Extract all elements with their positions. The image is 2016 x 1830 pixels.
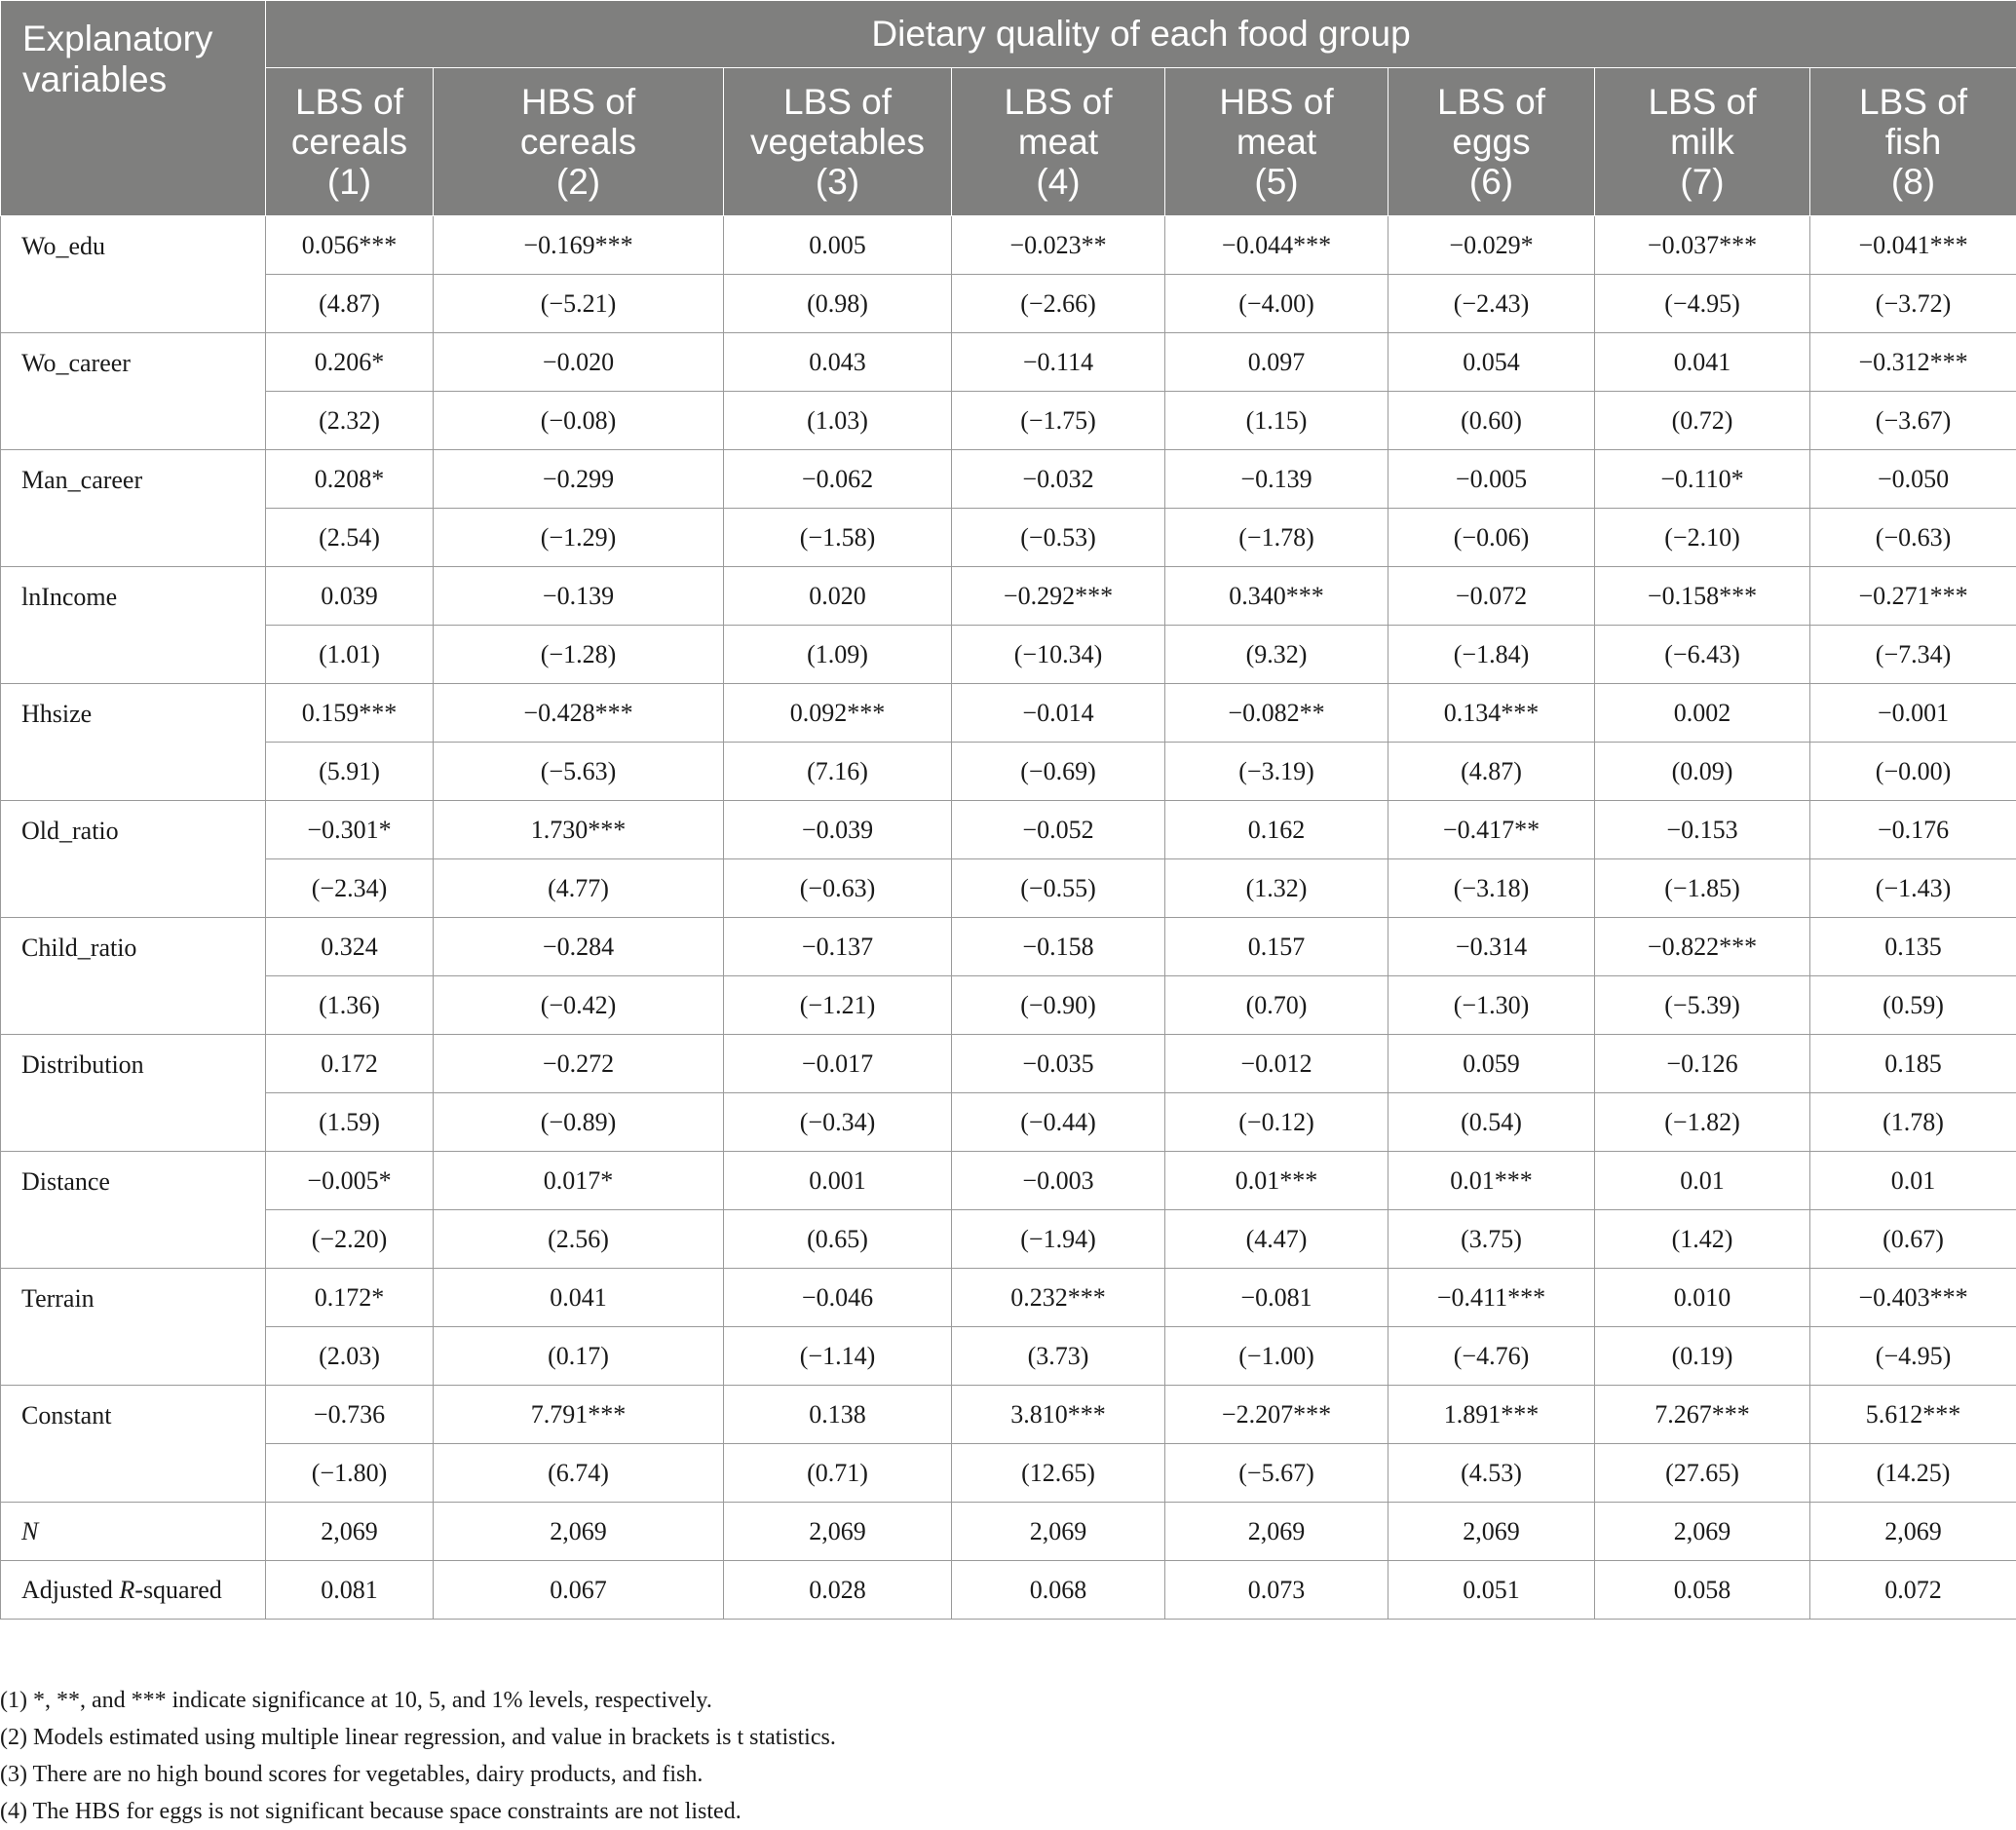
stats-cell: 0.067 [434, 1561, 724, 1620]
t-statistic-cell: (4.87) [266, 275, 434, 333]
t-statistic-cell: (−0.00) [1810, 743, 2016, 801]
t-statistic-cell: (−2.43) [1388, 275, 1595, 333]
model-header-line1: HBS of [434, 82, 723, 122]
t-statistic-cell: (1.32) [1165, 859, 1388, 918]
model-header-num: (7) [1595, 162, 1809, 202]
t-statistic-cell: (9.32) [1165, 626, 1388, 684]
t-statistic-row [1, 743, 2016, 801]
stats-cell: 2,069 [1388, 1503, 1595, 1561]
t-statistic-cell: (−1.58) [724, 509, 952, 567]
stats-cell: 2,069 [1810, 1503, 2016, 1561]
t-statistic-cell: (−1.75) [952, 392, 1165, 450]
coefficient-cell: 0.01*** [1388, 1152, 1595, 1210]
explanatory-variables-header: Explanatory variables [1, 1, 266, 216]
model-header-line2: fish [1810, 122, 2016, 162]
model-header [1165, 68, 1388, 216]
variable-name: Wo_edu [1, 216, 266, 333]
coefficient-cell: −0.005 [1388, 450, 1595, 509]
stats-cell: 0.068 [952, 1561, 1165, 1620]
variable-name: Hhsize [1, 684, 266, 801]
t-statistic-cell: (0.60) [1388, 392, 1595, 450]
stats-row [1, 1503, 2016, 1561]
model-header-line2: eggs [1388, 122, 1594, 162]
t-statistic-cell: (0.67) [1810, 1210, 2016, 1269]
footnote: (1) *, **, and *** indicate significance at 10, 5, and 1% levels, respectively. [0, 1682, 836, 1719]
t-statistic-cell: (1.15) [1165, 392, 1388, 450]
coefficient-cell: 0.206* [266, 333, 434, 392]
model-header [434, 68, 724, 216]
coefficient-cell: 3.810*** [952, 1386, 1165, 1444]
coefficient-cell: −0.020 [434, 333, 724, 392]
coefficient-cell: 0.092*** [724, 684, 952, 743]
t-statistic-cell: (1.09) [724, 626, 952, 684]
variable-name: Man_career [1, 450, 266, 567]
t-statistic-cell: (−5.21) [434, 275, 724, 333]
coefficient-cell: 0.001 [724, 1152, 952, 1210]
t-statistic-cell: (2.03) [266, 1327, 434, 1386]
t-statistic-cell: (1.03) [724, 392, 952, 450]
footnote: (4) The HBS for eggs is not significant because space constraints are not listed. [0, 1793, 836, 1830]
variable-name: Distribution [1, 1035, 266, 1152]
coefficient-row [1, 1152, 2016, 1210]
t-statistic-cell: (−1.80) [266, 1444, 434, 1503]
t-statistic-cell: (0.71) [724, 1444, 952, 1503]
coefficient-cell: 1.730*** [434, 801, 724, 859]
t-statistic-cell: (0.09) [1595, 743, 1810, 801]
model-header-line1: LBS of [266, 82, 433, 122]
coefficient-cell: 0.185 [1810, 1035, 2016, 1093]
coefficient-cell: 0.157 [1165, 918, 1388, 976]
coefficient-cell: −0.169*** [434, 216, 724, 275]
t-statistic-cell: (0.70) [1165, 976, 1388, 1035]
model-header-line2: cereals [266, 122, 433, 162]
t-statistic-cell: (4.47) [1165, 1210, 1388, 1269]
coefficient-row [1, 684, 2016, 743]
stats-cell: 0.028 [724, 1561, 952, 1620]
t-statistic-cell: (0.72) [1595, 392, 1810, 450]
coefficient-cell: −0.041*** [1810, 216, 2016, 275]
coefficient-row [1, 1035, 2016, 1093]
coefficient-cell: 0.159*** [266, 684, 434, 743]
coefficient-row [1, 567, 2016, 626]
stats-cell: 0.073 [1165, 1561, 1388, 1620]
coefficient-cell: 0.340*** [1165, 567, 1388, 626]
t-statistic-cell: (5.91) [266, 743, 434, 801]
t-statistic-cell: (−4.95) [1595, 275, 1810, 333]
t-statistic-cell: (0.98) [724, 275, 952, 333]
t-statistic-cell: (−2.66) [952, 275, 1165, 333]
model-header-num: (3) [724, 162, 951, 202]
t-statistic-cell: (−3.67) [1810, 392, 2016, 450]
model-header [1810, 68, 2016, 216]
t-statistic-cell: (−5.67) [1165, 1444, 1388, 1503]
t-statistic-cell: (−10.34) [952, 626, 1165, 684]
coefficient-cell: −0.176 [1810, 801, 2016, 859]
model-header-line2: meat [952, 122, 1164, 162]
t-statistic-cell: (2.56) [434, 1210, 724, 1269]
t-statistic-cell: (14.25) [1810, 1444, 2016, 1503]
variable-name: Old_ratio [1, 801, 266, 918]
t-statistic-cell: (−5.63) [434, 743, 724, 801]
stats-label-text: N [21, 1517, 38, 1545]
coefficient-cell: −0.012 [1165, 1035, 1388, 1093]
t-statistic-cell: (−0.34) [724, 1093, 952, 1152]
variable-name: Constant [1, 1386, 266, 1503]
stats-cell: 2,069 [724, 1503, 952, 1561]
coefficient-cell: 0.059 [1388, 1035, 1595, 1093]
t-statistic-cell: (−0.12) [1165, 1093, 1388, 1152]
coefficient-cell: −0.272 [434, 1035, 724, 1093]
coefficient-cell: −0.417** [1388, 801, 1595, 859]
model-header [724, 68, 952, 216]
coefficient-cell: −0.081 [1165, 1269, 1388, 1327]
t-statistic-cell: (0.59) [1810, 976, 2016, 1035]
t-statistic-cell: (−3.18) [1388, 859, 1595, 918]
coefficient-cell: 0.010 [1595, 1269, 1810, 1327]
coefficient-cell: −0.403*** [1810, 1269, 2016, 1327]
t-statistic-cell: (−0.06) [1388, 509, 1595, 567]
model-header-line2: meat [1165, 122, 1388, 162]
coefficient-cell: −0.114 [952, 333, 1165, 392]
t-statistic-cell: (−3.72) [1810, 275, 2016, 333]
coefficient-cell: 0.01*** [1165, 1152, 1388, 1210]
coefficient-cell: −0.062 [724, 450, 952, 509]
coefficient-cell: −0.284 [434, 918, 724, 976]
coefficient-cell: −2.207*** [1165, 1386, 1388, 1444]
coefficient-cell: −0.736 [266, 1386, 434, 1444]
coefficient-cell: −0.014 [952, 684, 1165, 743]
coefficient-cell: −0.139 [1165, 450, 1388, 509]
coefficient-cell: −0.301* [266, 801, 434, 859]
t-statistic-cell: (2.54) [266, 509, 434, 567]
t-statistic-cell: (−5.39) [1595, 976, 1810, 1035]
t-statistic-cell: (0.19) [1595, 1327, 1810, 1386]
model-header-num: (1) [266, 162, 433, 202]
coefficient-cell: −0.126 [1595, 1035, 1810, 1093]
coefficient-cell: 0.043 [724, 333, 952, 392]
t-statistic-cell: (−4.95) [1810, 1327, 2016, 1386]
t-statistic-cell: (1.01) [266, 626, 434, 684]
coefficient-cell: −0.158 [952, 918, 1165, 976]
t-statistic-row [1, 859, 2016, 918]
t-statistic-row [1, 1327, 2016, 1386]
coefficient-row [1, 216, 2016, 275]
variable-name: Child_ratio [1, 918, 266, 1035]
coefficient-cell: 0.097 [1165, 333, 1388, 392]
stats-label [1, 1503, 266, 1561]
t-statistic-cell: (−0.42) [434, 976, 724, 1035]
model-header-line1: HBS of [1165, 82, 1388, 122]
coefficient-cell: −0.312*** [1810, 333, 2016, 392]
variable-name: Terrain [1, 1269, 266, 1386]
footnote: (2) Models estimated using multiple linear regression, and value in brackets is t statistics. [0, 1719, 836, 1756]
t-statistic-cell: (1.59) [266, 1093, 434, 1152]
coefficient-cell: 0.01 [1595, 1152, 1810, 1210]
coefficient-cell: −0.050 [1810, 450, 2016, 509]
coefficient-cell: −0.153 [1595, 801, 1810, 859]
t-statistic-cell: (−1.78) [1165, 509, 1388, 567]
t-statistic-cell: (−2.20) [266, 1210, 434, 1269]
coefficient-row [1, 801, 2016, 859]
stats-cell: 2,069 [952, 1503, 1165, 1561]
coefficient-cell: 0.039 [266, 567, 434, 626]
coefficient-cell: 0.054 [1388, 333, 1595, 392]
coefficient-cell: 7.791*** [434, 1386, 724, 1444]
model-header-line1: LBS of [724, 82, 951, 122]
coefficient-row [1, 918, 2016, 976]
coefficient-cell: −0.314 [1388, 918, 1595, 976]
stats-cell: 2,069 [434, 1503, 724, 1561]
model-header-num: (5) [1165, 162, 1388, 202]
model-header-line1: LBS of [1595, 82, 1809, 122]
t-statistic-cell: (12.65) [952, 1444, 1165, 1503]
t-statistic-cell: (2.32) [266, 392, 434, 450]
t-statistic-cell: (−2.10) [1595, 509, 1810, 567]
coefficient-cell: 0.005 [724, 216, 952, 275]
t-statistic-cell: (1.36) [266, 976, 434, 1035]
model-header-line2: vegetables [724, 122, 951, 162]
coefficient-cell: 0.002 [1595, 684, 1810, 743]
t-statistic-cell: (1.78) [1810, 1093, 2016, 1152]
food-group-header: Dietary quality of each food group [266, 1, 2016, 68]
t-statistic-cell: (−1.30) [1388, 976, 1595, 1035]
t-statistic-cell: (−1.29) [434, 509, 724, 567]
coefficient-cell: −0.029* [1388, 216, 1595, 275]
t-statistic-cell: (6.74) [434, 1444, 724, 1503]
stats-row [1, 1561, 2016, 1620]
t-statistic-cell: (−4.76) [1388, 1327, 1595, 1386]
coefficient-cell: −0.023** [952, 216, 1165, 275]
t-statistic-row [1, 976, 2016, 1035]
t-statistic-cell: (−0.08) [434, 392, 724, 450]
coefficient-cell: −0.039 [724, 801, 952, 859]
stats-label-italic: R [119, 1576, 134, 1604]
coefficient-cell: −0.139 [434, 567, 724, 626]
t-statistic-cell: (−1.21) [724, 976, 952, 1035]
model-header-num: (2) [434, 162, 723, 202]
t-statistic-row [1, 509, 2016, 567]
t-statistic-cell: (−4.00) [1165, 275, 1388, 333]
coefficient-cell: −0.822*** [1595, 918, 1810, 976]
coefficient-cell: −0.158*** [1595, 567, 1810, 626]
model-header [1388, 68, 1595, 216]
model-header-line1: LBS of [1810, 82, 2016, 122]
footnote: (3) There are no high bound scores for vegetables, dairy products, and fish. [0, 1756, 836, 1793]
t-statistic-cell: (0.54) [1388, 1093, 1595, 1152]
stats-cell: 0.081 [266, 1561, 434, 1620]
footnotes [0, 1682, 836, 1830]
t-statistic-cell: (4.77) [434, 859, 724, 918]
coefficient-cell: 0.041 [434, 1269, 724, 1327]
t-statistic-cell: (−1.43) [1810, 859, 2016, 918]
stats-label [1, 1561, 266, 1620]
coefficient-row [1, 333, 2016, 392]
variable-name: lnIncome [1, 567, 266, 684]
stats-cell: 2,069 [266, 1503, 434, 1561]
model-header-num: (8) [1810, 162, 2016, 202]
t-statistic-cell: (4.87) [1388, 743, 1595, 801]
t-statistic-row [1, 392, 2016, 450]
variable-name: Distance [1, 1152, 266, 1269]
model-header-line2: milk [1595, 122, 1809, 162]
coefficient-cell: 0.135 [1810, 918, 2016, 976]
model-header [1595, 68, 1810, 216]
coefficient-cell: −0.035 [952, 1035, 1165, 1093]
model-header [266, 68, 434, 216]
coefficient-cell: 0.232*** [952, 1269, 1165, 1327]
coefficient-cell: −0.271*** [1810, 567, 2016, 626]
t-statistic-cell: (−0.69) [952, 743, 1165, 801]
coefficient-cell: −0.299 [434, 450, 724, 509]
t-statistic-cell: (−0.44) [952, 1093, 1165, 1152]
coefficient-cell: −0.017 [724, 1035, 952, 1093]
t-statistic-cell: (3.75) [1388, 1210, 1595, 1269]
t-statistic-row [1, 1444, 2016, 1503]
t-statistic-cell: (−2.34) [266, 859, 434, 918]
t-statistic-cell: (4.53) [1388, 1444, 1595, 1503]
coefficient-cell: 0.056*** [266, 216, 434, 275]
coefficient-cell: 0.162 [1165, 801, 1388, 859]
t-statistic-cell: (0.17) [434, 1327, 724, 1386]
coefficient-cell: −0.003 [952, 1152, 1165, 1210]
stats-cell: 0.051 [1388, 1561, 1595, 1620]
stats-cell: 2,069 [1165, 1503, 1388, 1561]
t-statistic-cell: (7.16) [724, 743, 952, 801]
model-header-line1: LBS of [1388, 82, 1594, 122]
t-statistic-cell: (1.42) [1595, 1210, 1810, 1269]
model-header-line2: cereals [434, 122, 723, 162]
coefficient-cell: 5.612*** [1810, 1386, 2016, 1444]
t-statistic-row [1, 275, 2016, 333]
coefficient-cell: −0.037*** [1595, 216, 1810, 275]
coefficient-cell: −0.001 [1810, 684, 2016, 743]
coefficient-row [1, 1386, 2016, 1444]
coefficient-cell: −0.082** [1165, 684, 1388, 743]
t-statistic-row [1, 626, 2016, 684]
coefficient-cell: 0.172* [266, 1269, 434, 1327]
stats-label-prefix: Adjusted [21, 1576, 119, 1604]
coefficient-cell: 0.208* [266, 450, 434, 509]
coefficient-cell: 7.267*** [1595, 1386, 1810, 1444]
coefficient-cell: 0.01 [1810, 1152, 2016, 1210]
t-statistic-cell: (−1.00) [1165, 1327, 1388, 1386]
coefficient-cell: −0.052 [952, 801, 1165, 859]
coefficient-cell: −0.044*** [1165, 216, 1388, 275]
coefficient-cell: −0.137 [724, 918, 952, 976]
t-statistic-cell: (−0.90) [952, 976, 1165, 1035]
coefficient-cell: −0.046 [724, 1269, 952, 1327]
stats-cell: 0.072 [1810, 1561, 2016, 1620]
stats-cell: 0.058 [1595, 1561, 1810, 1620]
model-header-num: (4) [952, 162, 1164, 202]
coefficient-cell: −0.005* [266, 1152, 434, 1210]
t-statistic-cell: (−1.28) [434, 626, 724, 684]
coefficient-cell: 0.324 [266, 918, 434, 976]
coefficient-cell: 1.891*** [1388, 1386, 1595, 1444]
t-statistic-cell: (−7.34) [1810, 626, 2016, 684]
coefficient-cell: 0.041 [1595, 333, 1810, 392]
t-statistic-cell: (−1.94) [952, 1210, 1165, 1269]
t-statistic-cell: (−1.84) [1388, 626, 1595, 684]
coefficient-cell: 0.172 [266, 1035, 434, 1093]
t-statistic-row [1, 1093, 2016, 1152]
model-header [952, 68, 1165, 216]
stats-cell: 2,069 [1595, 1503, 1810, 1561]
t-statistic-cell: (−6.43) [1595, 626, 1810, 684]
coefficient-cell: −0.032 [952, 450, 1165, 509]
t-statistic-cell: (−0.53) [952, 509, 1165, 567]
t-statistic-cell: (−1.82) [1595, 1093, 1810, 1152]
t-statistic-cell: (27.65) [1595, 1444, 1810, 1503]
coefficient-cell: 0.138 [724, 1386, 952, 1444]
t-statistic-cell: (−1.14) [724, 1327, 952, 1386]
t-statistic-cell: (−0.63) [724, 859, 952, 918]
coefficient-cell: 0.017* [434, 1152, 724, 1210]
t-statistic-cell: (−1.85) [1595, 859, 1810, 918]
stats-label-suffix: -squared [134, 1576, 222, 1604]
coefficient-row [1, 1269, 2016, 1327]
coefficient-cell: −0.292*** [952, 567, 1165, 626]
coefficient-cell: 0.134*** [1388, 684, 1595, 743]
coefficient-cell: −0.072 [1388, 567, 1595, 626]
coefficient-cell: −0.110* [1595, 450, 1810, 509]
t-statistic-cell: (3.73) [952, 1327, 1165, 1386]
coefficient-row [1, 450, 2016, 509]
t-statistic-cell: (−0.63) [1810, 509, 2016, 567]
t-statistic-cell: (0.65) [724, 1210, 952, 1269]
coefficient-cell: −0.428*** [434, 684, 724, 743]
t-statistic-cell: (−0.55) [952, 859, 1165, 918]
model-header-num: (6) [1388, 162, 1594, 202]
model-header-line1: LBS of [952, 82, 1164, 122]
t-statistic-row [1, 1210, 2016, 1269]
variable-name: Wo_career [1, 333, 266, 450]
t-statistic-cell: (−3.19) [1165, 743, 1388, 801]
coefficient-cell: −0.411*** [1388, 1269, 1595, 1327]
coefficient-cell: 0.020 [724, 567, 952, 626]
t-statistic-cell: (−0.89) [434, 1093, 724, 1152]
